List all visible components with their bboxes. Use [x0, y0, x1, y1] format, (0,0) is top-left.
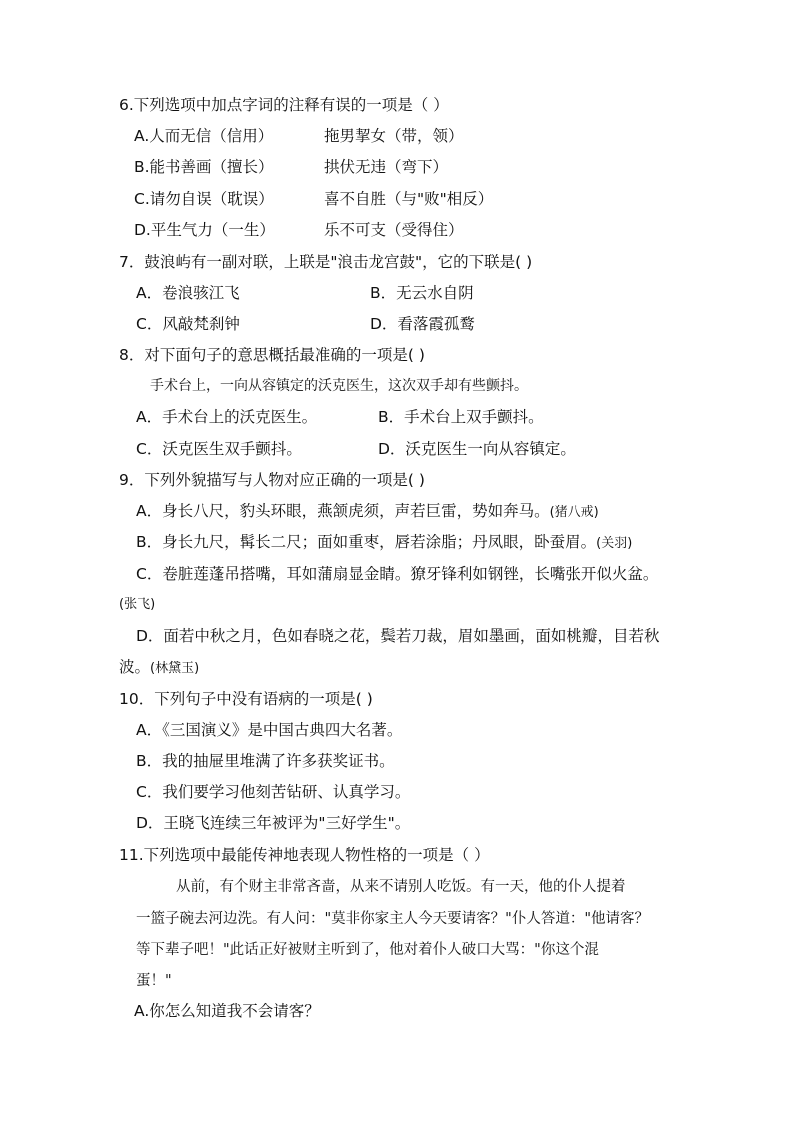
q9-option-a	[136, 501, 599, 523]
q6-option-a-left: A.人而无信（信用）	[134, 127, 274, 145]
q8-quote: 手术台上，一向从容镇定的沃克医生，这次双手却有些颤抖。	[150, 378, 528, 394]
q9-option-b-character: (关羽)	[596, 536, 633, 551]
q11-passage-line1: 从前，有个财主非常吝啬，从来不请别人吃饭。有一天，他的仆人提着	[176, 879, 626, 895]
q10-option-c: C．我们要学习他刻苦钻研、认真学习。	[136, 783, 411, 801]
q6-stem: 6.下列选项中加点字词的注释有误的一项是（ ）	[119, 96, 449, 114]
q8-option-d: D．沃克医生一向从容镇定。	[378, 440, 576, 458]
q9-stem: 9．下列外貌描写与人物对应正确的一项是( )	[119, 471, 425, 489]
q10-option-d: D．王晓飞连续三年被评为"三好学生"。	[136, 814, 411, 832]
q6-option-d-left: D.平生气力（一生）	[134, 221, 275, 239]
q7-option-a: A．卷浪骇江飞	[136, 284, 240, 302]
q7-option-c: C．风敲梵刹钟	[136, 315, 240, 333]
q10-stem: 10．下列句子中没有语病的一项是( )	[119, 690, 373, 708]
q9-option-a-text: A．身长八尺，豹头环眼，燕颔虎须，声若巨雷，势如奔马。	[136, 502, 550, 520]
q11-passage-line3: 等下辈子吧！"此话正好被财主听到了，他对着仆人破口大骂："你这个混	[136, 942, 599, 958]
q8-option-c: C．沃克医生双手颤抖。	[136, 440, 302, 458]
q9-option-b	[136, 532, 632, 554]
q7-option-b: B．无云水自阴	[370, 284, 474, 302]
q6-option-b-left: B.能书善画（擅长）	[134, 158, 274, 176]
q8-stem: 8．对下面句子的意思概括最准确的一项是( )	[119, 346, 425, 364]
q11-option-a: A.你怎么知道我不会请客？	[134, 1002, 320, 1020]
q9-option-d-character: (林黛玉)	[150, 661, 200, 676]
q9-option-c-line1: C．卷脏莲蓬吊搭嘴，耳如蒲扇显金睛。獠牙锋利如钢锉，长嘴张开似火盆。	[136, 565, 659, 583]
q10-option-a: A．《三国演义》是中国古典四大名著。	[136, 721, 403, 739]
q6-option-b-right: 拱伏无违（弯下）	[324, 158, 449, 176]
q6-option-a-right: 拖男挈女（带，领）	[324, 127, 464, 145]
q11-passage-line4: 蛋！"	[136, 973, 172, 989]
q6-option-c-right: 喜不自胜（与"败"相反）	[324, 190, 494, 208]
q6-option-d-right: 乐不可支（受得住）	[324, 221, 464, 239]
q9-option-d-line2	[119, 657, 199, 679]
q8-option-b: B．手术台上双手颤抖。	[378, 408, 544, 426]
q9-option-b-text: B．身长九尺，髯长二尺；面如重枣，唇若涂脂；丹凤眼，卧蚕眉。	[136, 533, 597, 551]
q10-option-b: B．我的抽屉里堆满了许多获奖证书。	[136, 752, 395, 770]
q8-option-a: A．手术台上的沃克医生。	[136, 408, 318, 426]
q7-stem: 7．鼓浪屿有一副对联，上联是"浪击龙宫鼓"，它的下联是( )	[119, 253, 533, 271]
q6-option-c-left: C.请勿自误（耽误）	[134, 190, 274, 208]
q9-option-d-line1: D．面若中秋之月，色如春晓之花，鬓若刀裁，眉如墨画，面如桃瓣，目若秋	[136, 627, 660, 645]
q11-passage-line2: 一篮子碗去河边洗。有人问："莫非你家主人今天要请客？"仆人答道："他请客？	[136, 911, 650, 927]
q7-option-d: D．看落霞孤鹜	[370, 315, 475, 333]
q9-option-d-text-end: 波。	[119, 658, 151, 676]
q9-option-a-character: (猪八戒)	[549, 505, 599, 520]
q11-stem: 11.下列选项中最能传神地表现人物性格的一项是（ ）	[119, 846, 490, 864]
q9-option-c-character: (张飞)	[119, 597, 156, 612]
